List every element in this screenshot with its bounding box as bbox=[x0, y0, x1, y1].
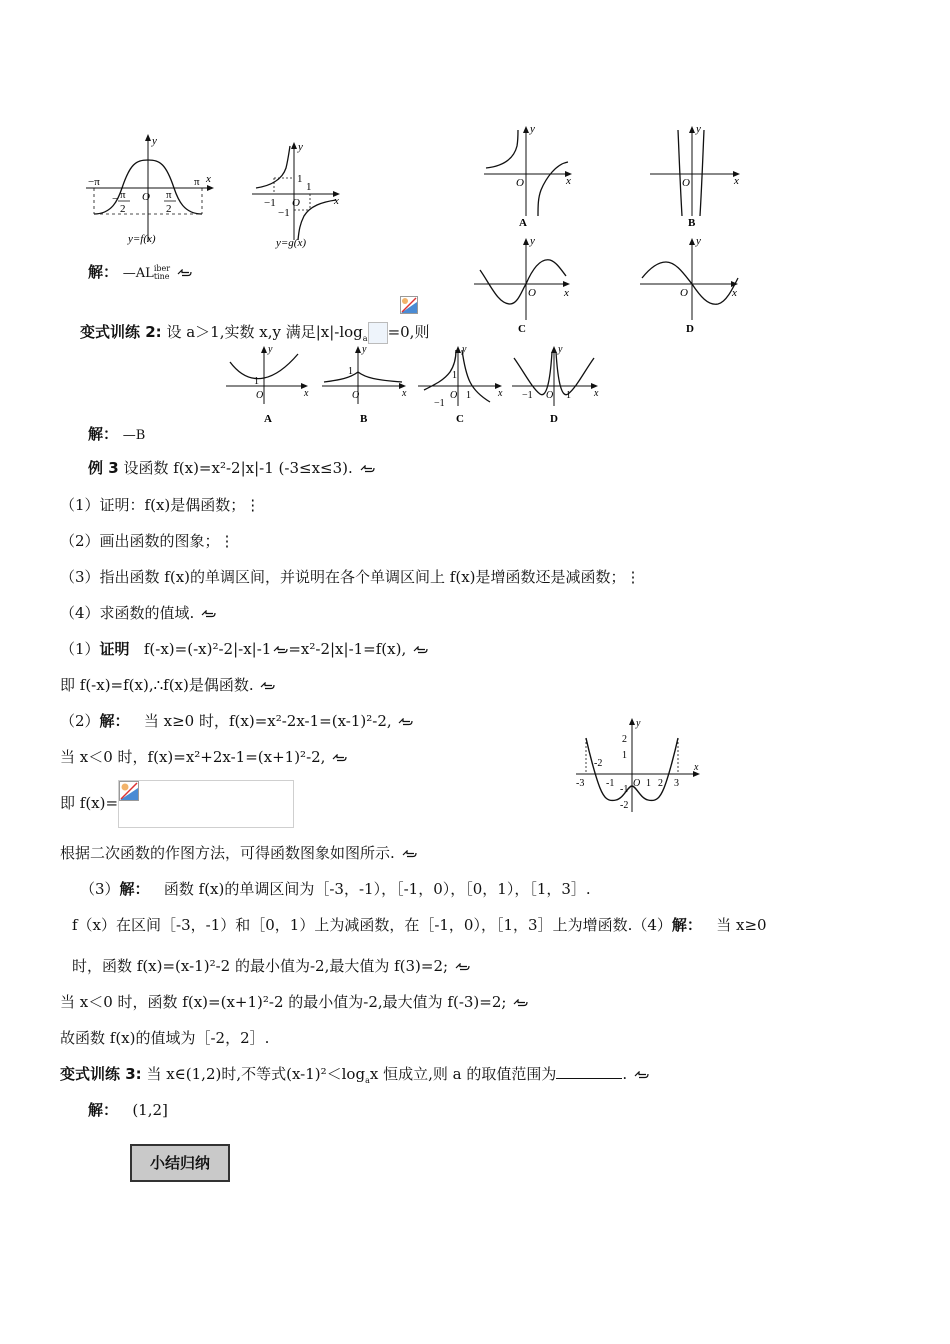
v2-option-graph-a bbox=[222, 344, 314, 426]
option-graph-b bbox=[646, 122, 750, 230]
g3-xm2: -2 bbox=[594, 758, 603, 769]
solution-1-line: 解： —ALiber tine bbox=[88, 262, 192, 284]
fig-g-neg-one-y: −1 bbox=[278, 207, 290, 219]
v2-option-d-label: D bbox=[550, 413, 558, 425]
variant3-question: 变式训练 3: 当 x∈(1,2)时,不等式$(x-1)^2<\log_ax$ 恒成立,则 a 的取值范围为 . bbox=[60, 1064, 649, 1091]
proof1-conclusion-line bbox=[60, 675, 275, 695]
fig-f-npi: π bbox=[120, 189, 126, 201]
return-mark-icon bbox=[413, 646, 428, 655]
example3-q4-line bbox=[60, 603, 216, 623]
g3-tm1: -1 bbox=[620, 784, 629, 795]
option-graph-c bbox=[470, 234, 580, 340]
fig-g-x: x bbox=[334, 195, 339, 207]
g3-t1: 1 bbox=[622, 750, 627, 761]
svg-text:x: x bbox=[734, 175, 739, 187]
variant3-text: 当 x∈(1,2)时,不等式(x-1)²＜log bbox=[146, 1065, 366, 1083]
option-d-label: D bbox=[686, 323, 694, 335]
example3-stem bbox=[88, 458, 375, 478]
v2-option-a-label: A bbox=[264, 413, 272, 425]
v2-option-b-label: B bbox=[360, 413, 368, 425]
svg-text:O: O bbox=[352, 390, 360, 401]
part3-line-a bbox=[80, 879, 591, 899]
option-graph-d bbox=[636, 234, 750, 340]
fig-f-origin: O bbox=[142, 191, 150, 203]
return-mark-icon bbox=[634, 1071, 649, 1080]
return-mark-icon bbox=[332, 754, 347, 763]
part3-text-a: 函数 f(x)的单调区间为［-3，-1），［-1，0），［0，1），［1，3］. bbox=[163, 880, 591, 898]
broken-image-icon bbox=[368, 322, 388, 344]
svg-text:O: O bbox=[546, 390, 554, 401]
svg-text:O: O bbox=[256, 390, 264, 401]
part3-label: 解： bbox=[119, 880, 150, 898]
fig-f-label: y=f(x) bbox=[128, 233, 156, 245]
g3-o: O bbox=[633, 778, 641, 789]
solution-1-label: 解： bbox=[88, 263, 119, 281]
part4-text-a: 当 x≥0 bbox=[716, 916, 767, 934]
part4-line-b bbox=[72, 956, 470, 976]
part4-label: 解： bbox=[671, 916, 702, 934]
broken-image-icon bbox=[119, 781, 139, 801]
svg-text:−1: −1 bbox=[522, 390, 533, 401]
summary-label: 小结归纳 bbox=[149, 1154, 210, 1172]
svg-text:y: y bbox=[362, 344, 367, 355]
variant2-log-sub: a bbox=[362, 334, 368, 343]
example3-q3: （3）指出函数 f(x)的单调区间，并说明在各个单调区间上 f(x)是增函数还是减函数；⋮ bbox=[60, 568, 641, 586]
v2-option-graph-c bbox=[414, 344, 508, 426]
variant2-text-before: 设 a＞1,实数 x,y 满足|x|-log bbox=[166, 323, 363, 341]
return-mark-icon bbox=[360, 465, 375, 474]
proof1-part-a: f(-x)=(-x)²-2|-x|-1 bbox=[143, 640, 272, 658]
g3-x: x bbox=[694, 762, 699, 773]
svg-text:y: y bbox=[268, 344, 273, 355]
fig-f-pi: π bbox=[194, 176, 200, 188]
example3-stem-text: 设函数 f(x)=x²-2|x|-1 (-3≤x≤3). bbox=[123, 459, 353, 477]
part2-line-d bbox=[60, 843, 417, 863]
proof1-line bbox=[60, 639, 428, 659]
answer-blank bbox=[556, 1064, 622, 1079]
return-mark-icon bbox=[402, 850, 417, 859]
fig-f-hpi: π bbox=[166, 189, 172, 201]
svg-text:1: 1 bbox=[254, 376, 259, 387]
solution-1-artifact-sub: tine bbox=[153, 272, 170, 281]
proof1-part-b: =x²-2|x|-1=f(x), bbox=[288, 640, 407, 658]
example3-label: 例 3 bbox=[88, 459, 119, 477]
option-graph-a bbox=[480, 122, 580, 230]
fig-f-nden: 2 bbox=[120, 203, 126, 215]
fig-f-y: y bbox=[152, 135, 157, 147]
fig-g-label: y=g(x) bbox=[276, 237, 307, 249]
variant3-label: 变式训练 3: bbox=[60, 1065, 142, 1083]
svg-text:x: x bbox=[732, 287, 737, 299]
return-mark-icon bbox=[398, 718, 413, 727]
svg-text:1: 1 bbox=[466, 390, 471, 401]
svg-text:y: y bbox=[558, 344, 563, 355]
part2-text-c: 即 f(x)= bbox=[60, 794, 119, 812]
svg-text:x: x bbox=[566, 175, 571, 187]
fig-f-neg-pi: −π bbox=[88, 176, 100, 188]
part2-line-c bbox=[60, 793, 118, 813]
variant3-answer: (1,2] bbox=[132, 1101, 168, 1119]
svg-text:y: y bbox=[530, 123, 535, 135]
v2-option-graph-d bbox=[508, 344, 604, 426]
fig-g-y: y bbox=[298, 141, 303, 153]
example3-q4: （4）求函数的值域. bbox=[60, 604, 195, 622]
v2-option-c-label: C bbox=[456, 413, 464, 425]
g3-x2: 2 bbox=[658, 778, 663, 789]
g3-x1: 1 bbox=[646, 778, 651, 789]
svg-text:1: 1 bbox=[348, 366, 353, 377]
fig-g-neg-one-x: −1 bbox=[264, 197, 276, 209]
g3-y: y bbox=[636, 718, 641, 729]
svg-text:x: x bbox=[564, 287, 569, 299]
figure-g-hyperbola bbox=[248, 140, 348, 250]
svg-text:1: 1 bbox=[566, 390, 571, 401]
fig-f-hden: 2 bbox=[166, 203, 172, 215]
fig-g-one-y: 1 bbox=[297, 173, 303, 185]
option-c-label: C bbox=[518, 323, 526, 335]
variant2-answer: B bbox=[135, 428, 146, 443]
variant2-solution-label: 解： bbox=[88, 425, 119, 443]
svg-text:x: x bbox=[498, 388, 503, 399]
variant2-solution: 解： —B bbox=[88, 425, 146, 443]
proof1-label: 证明 bbox=[99, 640, 130, 658]
svg-text:1: 1 bbox=[452, 370, 457, 381]
v2-option-graph-b bbox=[318, 344, 412, 426]
piecewise-formula-image bbox=[118, 780, 294, 828]
part2-line-b bbox=[60, 747, 347, 767]
example3-function-graph bbox=[572, 716, 706, 816]
part4-text-c: 当 x＜0 时，函数 f(x)=(x+1)²-2 的最小值为-2,最大值为 f(-3)=2; bbox=[60, 993, 507, 1011]
part2-label: 解： bbox=[99, 712, 130, 730]
return-mark-icon bbox=[513, 999, 528, 1008]
svg-text:x: x bbox=[304, 388, 309, 399]
variant3-log-sub: a bbox=[365, 1076, 370, 1085]
return-mark-icon bbox=[260, 682, 275, 691]
return-mark-icon bbox=[177, 269, 192, 278]
part2-text-b: 当 x＜0 时，f(x)=x²+2x-1=(x+1)²-2, bbox=[60, 748, 326, 766]
svg-text:O: O bbox=[516, 177, 524, 189]
svg-text:y: y bbox=[696, 123, 701, 135]
fig-f-x: x bbox=[206, 173, 211, 185]
g3-xm1: -1 bbox=[606, 778, 615, 789]
proof1-number: （1） bbox=[60, 640, 100, 658]
part4-line-c bbox=[60, 992, 528, 1012]
variant3-solution-label: 解： bbox=[88, 1101, 119, 1119]
solution-1-artifact: AL bbox=[135, 266, 154, 281]
option-a-label: A bbox=[519, 217, 527, 229]
svg-text:y: y bbox=[696, 235, 701, 247]
proof1-conclusion: 即 f(-x)=f(x),∴f(x)是偶函数. bbox=[60, 676, 254, 694]
return-mark-icon bbox=[273, 646, 288, 655]
svg-text:y: y bbox=[530, 235, 535, 247]
svg-text:O: O bbox=[450, 390, 458, 401]
g3-x3: 3 bbox=[674, 778, 679, 789]
summary-heading-box bbox=[130, 1144, 230, 1182]
part4-number: （4） bbox=[632, 916, 672, 934]
variant2-label: 变式训练 2: bbox=[80, 323, 162, 341]
figure-f-cosine bbox=[82, 130, 222, 250]
g3-tm2: -2 bbox=[620, 800, 629, 811]
return-mark-icon bbox=[455, 963, 470, 972]
return-mark-icon bbox=[201, 610, 216, 619]
fig-f-minus: − bbox=[112, 193, 119, 205]
part4-text-d: 故函数 f(x)的值域为［-2，2］. bbox=[60, 1029, 270, 1047]
part2-line-a bbox=[60, 711, 413, 731]
variant2-text-after: =0,则 bbox=[387, 323, 430, 341]
broken-image-overlay-icon bbox=[400, 296, 418, 314]
variant3-text2: x 恒成立,则 a 的取值范围为 bbox=[369, 1065, 557, 1083]
variant3-solution bbox=[88, 1100, 168, 1120]
part3-text-b: f（x）在区间［-3，-1）和［0，1）上为减函数，在［-1，0），［1，3］上为增函数. bbox=[72, 916, 633, 934]
svg-text:O: O bbox=[528, 287, 536, 299]
svg-text:x: x bbox=[402, 388, 407, 399]
part3-number: （3） bbox=[80, 880, 120, 898]
part2-text-a: 当 x≥0 时，f(x)=x²-2x-1=(x-1)²-2, bbox=[143, 712, 392, 730]
svg-text:O: O bbox=[682, 177, 690, 189]
option-b-label: B bbox=[688, 217, 696, 229]
g3-t2: 2 bbox=[622, 734, 627, 745]
svg-text:y: y bbox=[462, 344, 467, 355]
example3-q2: （2）画出函数的图象；⋮ bbox=[60, 532, 235, 550]
part4-line-d bbox=[60, 1028, 269, 1048]
part2-number: （2） bbox=[60, 712, 100, 730]
solution-1-artifact-sup: iber bbox=[153, 264, 171, 273]
svg-text:−1: −1 bbox=[434, 398, 445, 409]
part4-text-b: 时，函数 f(x)=(x-1)²-2 的最小值为-2,最大值为 f(3)=2; bbox=[72, 957, 449, 975]
g3-xm3: -3 bbox=[576, 778, 585, 789]
svg-text:x: x bbox=[594, 388, 599, 399]
svg-text:O: O bbox=[680, 287, 688, 299]
example3-q1: （1）证明：f(x)是偶函数；⋮ bbox=[60, 496, 261, 514]
fig-g-one-x: 1 bbox=[306, 181, 312, 193]
part2-text-d: 根据二次函数的作图方法，可得函数图象如图所示. bbox=[60, 844, 395, 862]
fig-g-origin: O bbox=[292, 197, 300, 209]
part3-line-b bbox=[72, 915, 767, 935]
